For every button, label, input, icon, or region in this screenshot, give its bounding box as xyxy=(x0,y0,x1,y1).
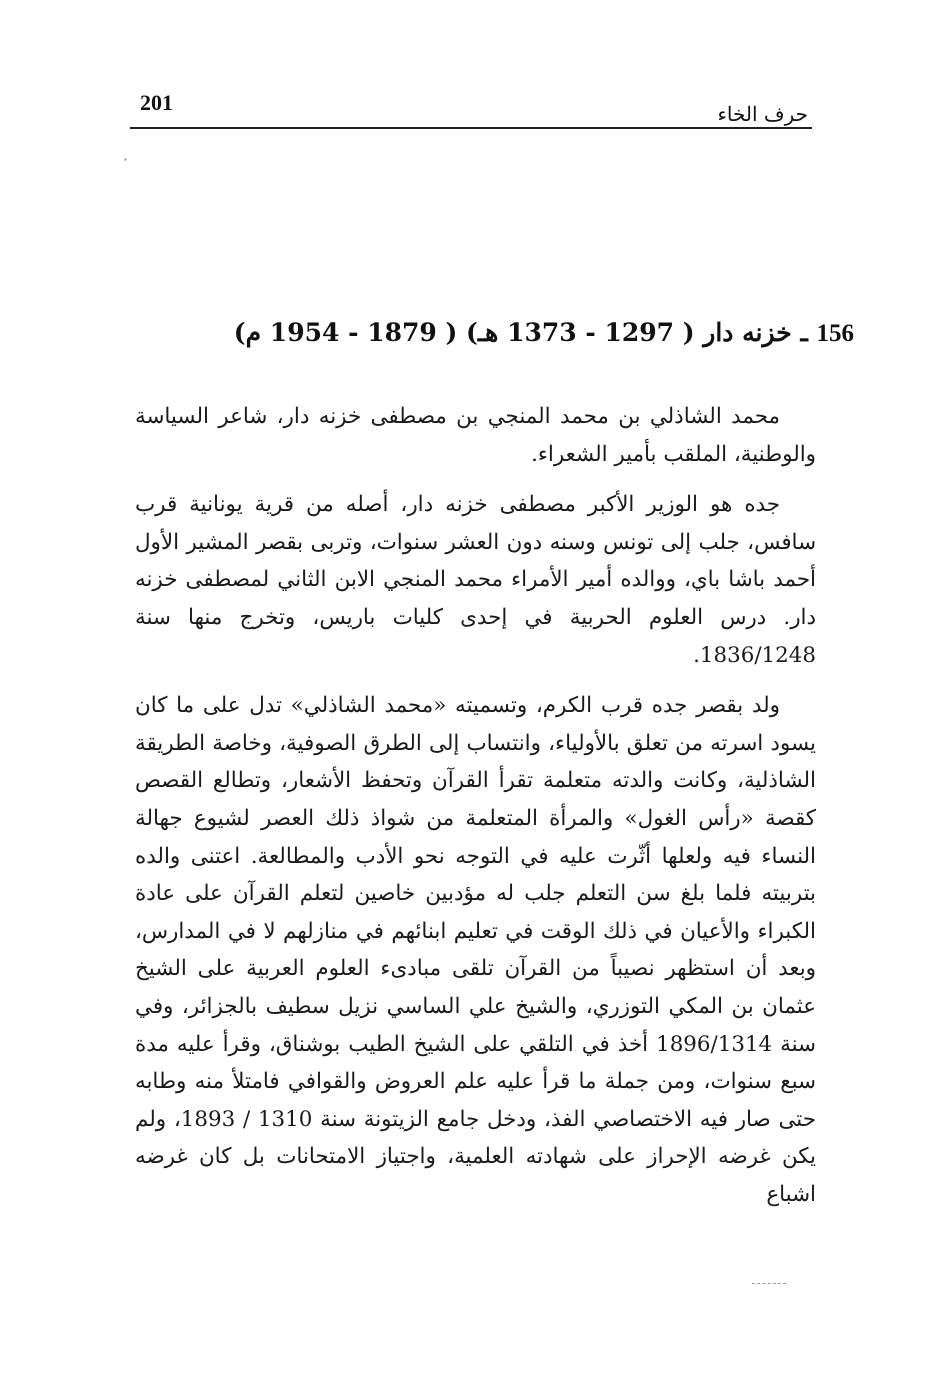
header-rule xyxy=(130,127,812,129)
entry-body xyxy=(135,398,816,1226)
paragraph-lineage: جده هو الوزير الأكبر مصطفى خزنه دار، أصله من قرية يونانية قرب سافس، جلب إلى تونس وسنه دون العشر سنوات، وتربى بقصر المشير الأول أحمد باشا باي، ووالده أمير الأمراء محمد المنجي الابن الثاني لمصطفى خزنه دار. درس العلوم الحربية في إحدى كليات باريس، وتخرج منها سنة 1836/1248. xyxy=(135,492,816,668)
running-head: حرف الخاء xyxy=(717,102,808,126)
page-number: 201 xyxy=(140,90,173,115)
footer-mark xyxy=(752,1283,786,1284)
paragraph-name: محمد الشاذلي بن محمد المنجي بن مصطفى خزنه دار، شاعر السياسة والوطنية، الملقب بأمير الشعراء. xyxy=(135,404,816,467)
scan-speck xyxy=(124,158,127,161)
entry-number: 156 xyxy=(816,320,854,347)
entry-heading xyxy=(120,318,854,348)
entry-title: ـ خزنه دار ( 1297 - 1373 هـ) ( 1879 - 1954 م) xyxy=(233,318,808,347)
paragraph-upbringing: ولد بقصر جده قرب الكرم، وتسميته «محمد الشاذلي» تدل على ما كان يسود اسرته من تعلق بالأولياء، وانتساب إلى الطرق الصوفية، وخاصة الطريقة الشاذلية، وكانت والدته متعلمة تقرأ القرآن وتحفظ الأشعار، وتطالع القصص كقصة «رأس الغول» والمرأة المتعلمة من شواذ ذلك العصر لشيوع جهالة النساء فيه ولعلها أثّرت عليه في التوجه نحو الأدب والمطالعة. اعتنى والده بتربيته فلما بلغ سن التعلم جلب له مؤدبين خاصين لتعلم القرآن على عادة الكبراء والأعيان في ذلك الوقت في تعليم ابنائهم في منازلهم لا في المدارس، وبعد أن استظهر نصيباً من القرآن تلقى مبادىء العلوم العربية على الشيخ عثمان بن المكي التوزري، والشيخ علي الساسي نزيل سطيف بالجزائر، وفي سنة 1896/1314 أخذ في التلقي على الشيخ الطيب بوشناق، وقرأ عليه مدة سبع سنوات، ومن جملة ما قرأ عليه علم العروض والقوافي فامتلأ منه وطابه حتى صار فيه الاختصاصي الفذ، ودخل جامع الزيتونة سنة 1310 / 1893، ولم يكن غرضه الإحراز على شهادته العلمية، واجتياز الامتحانات بل كان غرضه اشباع xyxy=(135,693,816,1207)
